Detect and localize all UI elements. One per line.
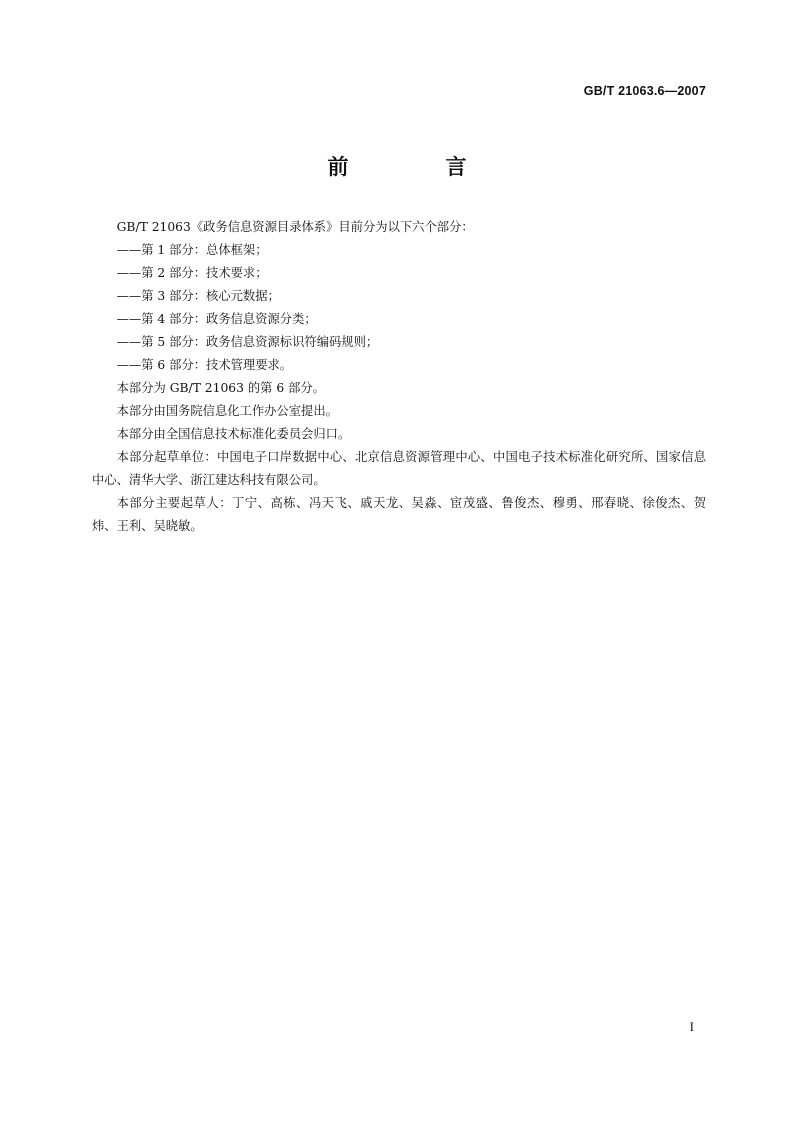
list-item-part-4: ——第 4 部分：政务信息资源分类；: [116, 312, 317, 326]
list-item-part-2: ——第 2 部分：技术要求；: [116, 266, 268, 280]
paragraph-drafting-units: 本部分起草单位：中国电子口岸数据中心、北京信息资源管理中心、中国电子技术标准化研究所、国家信息中心、清华大学、浙江建达科技有限公司。: [92, 450, 706, 487]
list-item-part-6: ——第 6 部分：技术管理要求。: [116, 358, 293, 372]
list-item-part-5: ——第 5 部分：政务信息资源标识符编码规则；: [116, 335, 379, 349]
list-item-part-3: ——第 3 部分：核心元数据；: [116, 289, 280, 303]
standard-code: GB/T 21063.6—2007: [583, 84, 706, 98]
paragraph-drafters: 本部分主要起草人：丁宁、高栋、冯天飞、戚天龙、吴淼、宦茂盛、鲁俊杰、穆勇、邢春晓、徐俊杰、贺炜、王利、吴晓敏。: [92, 496, 706, 533]
paragraph-centralized-by: 本部分由全国信息技术标准化委员会归口。: [116, 427, 351, 441]
page-number: I: [689, 1019, 694, 1034]
list-item-part-1: ——第 1 部分：总体框架；: [116, 243, 268, 257]
paragraph-part-statement: 本部分为 GB/T 21063 的第 6 部分。: [116, 381, 325, 395]
paragraph-intro: GB/T 21063《政务信息资源目录体系》目前分为以下六个部分：: [116, 220, 474, 234]
document-body: [92, 216, 706, 538]
paragraph-proposer: 本部分由国务院信息化工作办公室提出。: [116, 404, 338, 418]
page-title: 前 言: [327, 155, 505, 179]
